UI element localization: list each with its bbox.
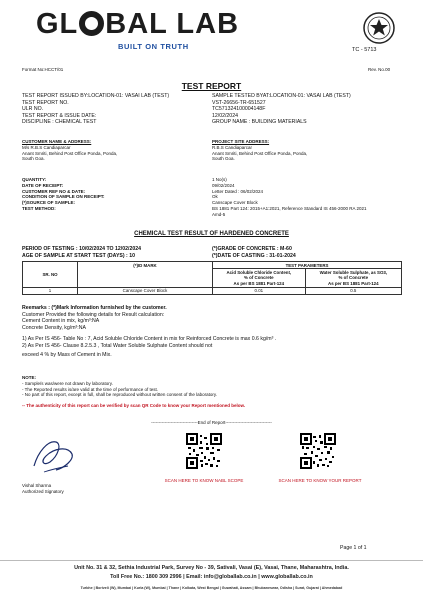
signatory-block	[22, 483, 64, 495]
remarks-line: Customer Provided the following details for Result calculation:	[22, 311, 165, 318]
detail-row: TEST METHOD: BS 1881 Part 124: 2015+A1:2021, Reference Standard IS 456-2000 RA 2021	[22, 205, 367, 211]
customer-heading: CUSTOMER NAME & ADDRESS:	[22, 139, 92, 144]
footer-divider	[0, 560, 423, 561]
discipline: DISCIPLINE : CHEMICAL TEST	[22, 119, 97, 126]
meta-right	[212, 93, 402, 126]
cell-sulphate: 0.5	[305, 287, 401, 294]
company-logo	[36, 8, 239, 41]
col-test-parameters: TEST PARAMETERS	[213, 262, 402, 269]
customer-line: M/s R.B.S Candiaparcar	[22, 144, 71, 150]
nabl-qr-code-icon[interactable]	[186, 433, 222, 469]
detail-row: (*)SOURCE OF SAMPLE: Canscape Cover Block	[22, 200, 258, 206]
period-of-testing: PERIOD OF TESTING : 10/02/2024 TO 12/02/2024	[22, 246, 141, 252]
remarks-line: Concrete Density, kg/m³:NA	[22, 324, 86, 331]
customer-block	[22, 139, 207, 162]
report-no-value: VST-26656-TR-651527	[212, 99, 266, 106]
accreditation-code: TC - 5713	[352, 47, 377, 53]
revision-number: Rev. No.00	[368, 67, 391, 72]
col-sr-no: SR. NO	[23, 262, 78, 288]
customer-line: Anant Smriti, Behind Post Office Ponda, Ponda,	[22, 150, 118, 156]
tested-at: SAMPLE TESTED BYAT:LOCATION-01: VASAI LAB (TEST)	[212, 93, 351, 99]
remarks-line: 2) As Per IS 456- Clause 8.2.5.3 , Total Water Soluble Sulphate Content should not	[22, 342, 213, 349]
age-of-sample: AGE OF SAMPLE AT START TEST (DAYS) : 10	[22, 253, 135, 259]
date-of-casting: (*)DATE OF CASTING : 31-01-2024	[212, 253, 296, 259]
remarks-line: 1) As Per IS 456- Table No : 7, Acid Soluble Chloride Content in mix for Reinforced Concrete is max 0.6 kg/m³ .	[22, 336, 277, 343]
issue-date-label: TEST REPORT & ISSUE DATE:	[22, 112, 97, 119]
footer-address: Unit No. 31 & 32, Sethia Industrial Park, Survey No - 39, Sativali, Vasai (E), Vasai, Thane, Maharashtra, India.	[74, 565, 349, 571]
page-number: Page 1 of 1	[340, 545, 367, 551]
report-no-label: TEST REPORT NO.	[22, 99, 69, 106]
project-line: Anant Smriti, Behind Post Office Ponda, Ponda,	[212, 150, 308, 156]
sample-details	[22, 177, 402, 218]
logo-text-right: BAL LAB	[105, 8, 240, 40]
customer-line: South Goa.	[22, 156, 45, 162]
detail-row: QUANTITY: 1 No(s)	[22, 177, 227, 182]
end-of-report: -------------------------------End of Report-------------------------------	[151, 420, 272, 425]
note-line: - The Reported results is/are valid at the time of performance of test.	[22, 386, 158, 392]
detail-row: DATE OF RECEIPT: 09/02/2024	[22, 182, 235, 188]
project-line: R.B.S Candiaparcar	[212, 144, 253, 150]
col-sulphate: Water Soluble Sulphate, as SO3, % of Concrete As per BS 1881 Part-124	[305, 269, 401, 287]
format-number: Format No:HCCT/01	[22, 67, 64, 72]
remarks-line: Cement Content in mix, kg/m³:NA	[22, 318, 100, 325]
logo-globe-icon	[79, 11, 104, 36]
detail-row: CONDITION OF SAMPLE ON RECEIPT: Ok	[22, 194, 218, 200]
detail-row: CUSTOMER REF NO & DATE: Letter Dated : 06/02/2024	[22, 188, 264, 194]
notes-heading: NOTE:	[22, 375, 36, 380]
report-qr-caption: SCAN HERE TO KNOW YOUR REPORT	[278, 478, 362, 483]
cell-sr: 1	[23, 287, 78, 294]
remarks-block	[22, 305, 402, 358]
footer-branches: Turbhe | Boriveli (W), Mumbai | Kurla (W), Mumbai | Thane | Kolkata, West Bengal | Guwahati, Assam | Bhubaneswar, Odisha | Surat, Gujarat | Ahmedabad	[80, 586, 343, 590]
results-table	[22, 261, 402, 295]
note-line: - Sample/s was/were not drawn by laboratory.	[22, 380, 113, 386]
signatory-name: Vishal Sharma	[22, 483, 52, 488]
col-chloride: Acid Soluble Chloride Content, % of Concrete As per BS 1881 Part-124	[213, 269, 306, 287]
project-line: South Goa.	[212, 156, 235, 162]
signature-image	[28, 432, 80, 480]
authenticity-warning: -- The authenticity of this report can be verified by scan QR Code to know your Report mentioned below.	[22, 403, 246, 409]
section-title: CHEMICAL TEST RESULT OF HARDENED CONCRETE	[134, 231, 289, 237]
meta-left	[22, 93, 212, 126]
footer-contact: Toll Free No.: 1800 309 2996 | Email: info@globallab.co.in | www.globallab.co.in	[110, 574, 313, 580]
table-header-row	[23, 262, 402, 269]
col-id-mark: (*)ID MARK	[78, 262, 213, 288]
cell-chloride: 0.01	[213, 287, 306, 294]
project-block	[212, 139, 402, 162]
company-tagline: BUILT ON TRUTH	[118, 42, 189, 51]
cell-id: Canscape Cover Block	[78, 287, 213, 294]
logo-text-left: GL	[36, 8, 79, 40]
notes-block	[22, 375, 402, 409]
nabl-qr-caption: SCAN HERE TO KNOW NABL SCOPE	[164, 478, 244, 483]
issue-date-value: 12/02/2024	[212, 112, 238, 119]
detail-row: Amd-5	[212, 211, 226, 217]
group-name: GROUP NAME : BUILDING MATERIALS	[212, 119, 307, 126]
project-heading: PROJECT SITE ADDRESS:	[212, 139, 270, 144]
note-line: - No part of this report, except in full, shall be reproduced without written consent of the laboratory.	[22, 392, 218, 398]
ulr-no-value: TC571324100004148F	[212, 106, 266, 113]
remarks-heading: Reemarks : (*)Mark Information furnished by the customer.	[22, 305, 167, 311]
report-qr-code-icon[interactable]	[300, 433, 336, 469]
accreditation-seal-icon	[363, 12, 395, 44]
report-title: TEST REPORT	[181, 81, 242, 91]
grade-of-concrete: (*)GRADE OF CONCRETE : M-60	[212, 246, 292, 252]
ulr-no-label: ULR NO.	[22, 106, 44, 113]
issued-by: TEST REPORT ISSUED BY:LOCATION-01: VASAI LAB (TEST)	[22, 93, 170, 99]
signatory-role: Authorized Signatory	[22, 488, 64, 494]
remarks-line: exceed 4 % by Mass of Cement in Mix.	[22, 351, 112, 358]
table-row	[23, 287, 402, 294]
